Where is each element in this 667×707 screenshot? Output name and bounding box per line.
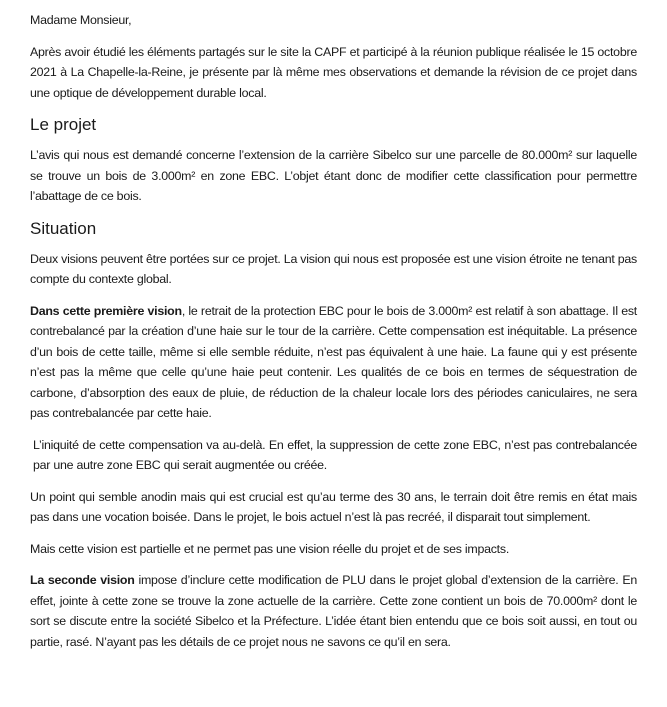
section-heading-le-projet: Le projet: [30, 115, 97, 134]
situation-paragraph: Deux visions peuvent être portées sur ce projet. La vision qui nous est proposée est une vision étroite ne tenant pas compte du contexte global.: [30, 251, 637, 286]
second-vision-paragraph: [30, 570, 637, 652]
intro-paragraph: Après avoir étudié les éléments partagés sur le site la CAPF et participé à la réunion publique réalisée le 15 octobre 2021 à La Chapelle-la-Reine, je présente par là même mes observations et demande la révision de ce projet dans une optique de développement durable local.: [30, 44, 637, 100]
crucial-point-paragraph: Un point qui semble anodin mais qui est crucial est qu’au terme des 30 ans, le terrain doit être remis en état mais pas dans une vocation boisée. Dans le projet, le bois actuel n’est là pas recréé, il disparait tout simplement.: [30, 489, 637, 524]
second-vision-lead: La seconde vision: [30, 573, 135, 587]
greeting: Madame Monsieur,: [30, 13, 132, 27]
first-vision-lead: Dans cette première vision: [30, 303, 182, 318]
partial-vision-paragraph: Mais cette vision est partielle et ne permet pas une vision réelle du projet et de ses impacts.: [30, 541, 510, 556]
first-vision-paragraph: [30, 301, 637, 424]
second-vision-text: impose d’inclure cette modification de PLU dans le projet global d’extension de la carrière. En effet, jointe à cette zone se trouve la zone actuelle de la carrière. Cette zone contient un bois de 70.000m² dont le sort se discute entre la société Sibelco et la Préfecture. L’idée étant bien entendu que ce bois soit aussi, en tout ou partie, rasé. N’ayant pas les détails de ce projet nous ne savons ce qu’il en sera.: [30, 573, 637, 649]
projet-paragraph: L’avis qui nous est demandé concerne l’extension de la carrière Sibelco sur une parcelle de 80.000m² sur laquelle se trouve un bois de 3.000m² en zone EBC. L’objet étant donc de modifier cette classification pour permettre l’abattage de ce bois.: [30, 148, 637, 203]
iniquity-paragraph: L’iniquité de cette compensation va au-delà. En effet, la suppression de cette zone EBC, n’est pas contrebalancée par une autre zone EBC qui serait augmentée ou créée.: [33, 437, 637, 472]
first-vision-text: , le retrait de la protection EBC pour le bois de 3.000m² est relatif à son abattage. Il est contrebalancé par la création d’une haie sur le tour de la carrière. Cette compensation est inéquitable. La présence d’un bois de cette taille, même si elle semble réduite, n’est pas équivalent à une haie. La faune qui y est présente n’est pas la même que celle qu’une haie peut contenir. Les qualités de ce bois en termes de séquestration de carbone, d’absorption des eaux de pluie, de réduction de la chaleur locale lors des périodes caniculaires, ne sera pas contrebalancée par cette haie.: [30, 303, 637, 420]
section-heading-situation: Situation: [30, 218, 97, 238]
